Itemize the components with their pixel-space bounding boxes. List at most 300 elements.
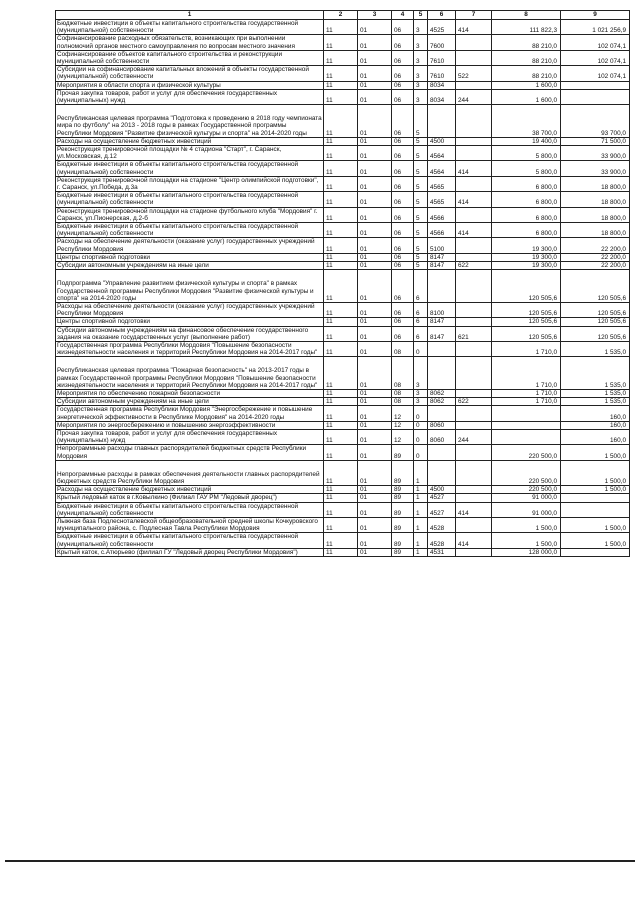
row-value-cell: 5 (414, 161, 428, 176)
row-value-cell (456, 460, 492, 485)
row-value-cell: 3 (414, 81, 428, 89)
table-row (56, 35, 630, 50)
col-header: 5 (414, 11, 428, 20)
row-value-cell: 19 300,0 (492, 238, 561, 253)
row-value-cell: 4566 (428, 207, 456, 222)
row-name-cell: Расходы на осуществление бюджетных инвестиций (56, 486, 324, 494)
row-name-cell: Бюджетные инвестиции в объекты капитального строительства государственной (муниципальной) собственности (56, 20, 324, 35)
row-value-cell (456, 517, 492, 532)
row-name-cell: Софинансирование объектов капитального строительства и реконструкции муниципальной собственности (56, 50, 324, 65)
row-value-cell: 01 (358, 35, 392, 50)
row-value-cell: 0 (414, 341, 428, 356)
row-value-cell: 1 500,0 (561, 533, 630, 548)
row-value-cell: 0 (414, 421, 428, 429)
budget-table (55, 10, 630, 557)
table-row (56, 176, 630, 191)
row-value-cell: 01 (358, 357, 392, 390)
table-row (56, 398, 630, 406)
row-value-cell: 5 (414, 207, 428, 222)
table-row (56, 192, 630, 207)
row-value-cell (456, 406, 492, 421)
row-value-cell: 8147 (428, 318, 456, 326)
row-value-cell: 11 (324, 270, 358, 303)
row-value-cell: 4564 (428, 161, 456, 176)
row-name-cell: Республиканская целевая программа "Пожарная безопасность" на 2013-2017 годы в рамках Государственной программы Республики Мордовия "Повышение безопасности жизнедеятельности населения и территорий Республики Мордовия на 2014-2017 годы" (56, 357, 324, 390)
row-value-cell: 33 900,0 (561, 146, 630, 161)
row-name-cell: Бюджетные инвестиции в объекты капитального строительства государственной (муниципальной) собственности (56, 161, 324, 176)
row-value-cell: 3 (414, 89, 428, 104)
row-value-cell: 01 (358, 20, 392, 35)
row-value-cell: 414 (456, 223, 492, 238)
table-row (56, 223, 630, 238)
row-value-cell (456, 81, 492, 89)
row-value-cell: 18 800,0 (561, 223, 630, 238)
table-row (56, 50, 630, 65)
table-row (56, 429, 630, 444)
row-value-cell (456, 421, 492, 429)
row-value-cell: 102 074,1 (561, 35, 630, 50)
row-value-cell: 11 (324, 146, 358, 161)
row-value-cell: 19 300,0 (492, 253, 561, 261)
row-value-cell (428, 270, 456, 303)
row-value-cell: 88 210,0 (492, 66, 561, 81)
row-value-cell: 89 (392, 494, 414, 502)
row-value-cell: 5 (414, 105, 428, 138)
row-value-cell: 11 (324, 389, 358, 397)
row-name-cell: Непрограммные расходы в рамках обеспечения деятельности главных распорядителей бюджетных средств Республики Мордовия (56, 460, 324, 485)
row-value-cell: 4564 (428, 146, 456, 161)
row-value-cell: 4528 (428, 533, 456, 548)
col-header: 7 (456, 11, 492, 20)
table-row (56, 238, 630, 253)
row-value-cell: 01 (358, 502, 392, 517)
row-value-cell (456, 357, 492, 390)
row-value-cell: 06 (392, 81, 414, 89)
row-value-cell: 3 (414, 66, 428, 81)
row-value-cell (456, 270, 492, 303)
row-value-cell: 160,0 (561, 406, 630, 421)
row-value-cell: 6 (414, 318, 428, 326)
row-value-cell (456, 137, 492, 145)
table-body (56, 20, 630, 557)
row-value-cell: 8147 (428, 253, 456, 261)
table-row (56, 89, 630, 104)
row-value-cell: 5 (414, 262, 428, 270)
row-value-cell: 5 800,0 (492, 146, 561, 161)
row-value-cell: 08 (392, 389, 414, 397)
row-value-cell: 1 535,0 (561, 357, 630, 390)
row-value-cell: 1 535,0 (561, 389, 630, 397)
row-value-cell (456, 445, 492, 460)
row-value-cell: 11 (324, 486, 358, 494)
row-value-cell: 01 (358, 137, 392, 145)
row-value-cell: 01 (358, 429, 392, 444)
row-value-cell: 11 (324, 137, 358, 145)
row-value-cell: 11 (324, 223, 358, 238)
row-value-cell: 1 (414, 494, 428, 502)
row-value-cell: 01 (358, 146, 392, 161)
row-value-cell: 414 (456, 161, 492, 176)
col-header: 2 (324, 11, 358, 20)
row-value-cell: 1 600,0 (492, 81, 561, 89)
row-value-cell: 102 074,1 (561, 66, 630, 81)
row-name-cell: Субсидии на софинансирование капитальных вложений в объекты государственной (муниципальной) собственности (56, 66, 324, 81)
row-value-cell: 414 (456, 20, 492, 35)
row-value-cell: 11 (324, 238, 358, 253)
table-row (56, 460, 630, 485)
row-name-cell: Государственная программа Республики Мордовия "Энергосбережение и повышение энергетической эффективности в Республике Мордовия" на 2014-2020 годы (56, 406, 324, 421)
row-value-cell: 5 (414, 192, 428, 207)
table-row (56, 137, 630, 145)
row-value-cell: 5 (414, 253, 428, 261)
row-value-cell: 11 (324, 192, 358, 207)
row-value-cell: 11 (324, 253, 358, 261)
row-value-cell: 8100 (428, 302, 456, 317)
row-value-cell: 12 (392, 421, 414, 429)
row-value-cell: 11 (324, 357, 358, 390)
row-value-cell: 5100 (428, 238, 456, 253)
row-value-cell: 1 (414, 517, 428, 532)
row-value-cell: 06 (392, 270, 414, 303)
row-value-cell: 6 800,0 (492, 223, 561, 238)
row-value-cell: 01 (358, 81, 392, 89)
row-value-cell: 01 (358, 262, 392, 270)
row-value-cell (561, 502, 630, 517)
row-value-cell: 89 (392, 486, 414, 494)
row-value-cell: 11 (324, 161, 358, 176)
row-value-cell: 22 200,0 (561, 253, 630, 261)
row-value-cell: 621 (456, 326, 492, 341)
table-row (56, 548, 630, 556)
table-row (56, 406, 630, 421)
row-value-cell: 5 (414, 146, 428, 161)
row-value-cell: 06 (392, 89, 414, 104)
row-value-cell (456, 494, 492, 502)
row-value-cell (428, 341, 456, 356)
row-value-cell: 5 (414, 238, 428, 253)
row-value-cell: 18 800,0 (561, 192, 630, 207)
row-value-cell: 06 (392, 326, 414, 341)
row-value-cell: 18 800,0 (561, 207, 630, 222)
header-row (56, 11, 630, 20)
row-value-cell: 01 (358, 223, 392, 238)
row-value-cell: 06 (392, 207, 414, 222)
row-value-cell: 08 (392, 398, 414, 406)
row-value-cell: 11 (324, 262, 358, 270)
row-value-cell: 12 (392, 429, 414, 444)
row-value-cell: 120 505,6 (561, 318, 630, 326)
row-value-cell: 1 710,0 (492, 357, 561, 390)
row-value-cell: 01 (358, 445, 392, 460)
row-value-cell: 11 (324, 494, 358, 502)
row-value-cell: 8060 (428, 421, 456, 429)
row-value-cell: 1 (414, 486, 428, 494)
row-value-cell: 120 505,6 (492, 302, 561, 317)
row-value-cell: 01 (358, 406, 392, 421)
row-name-cell: Бюджетные инвестиции в объекты капитального строительства государственной (муниципальной) собственности (56, 192, 324, 207)
row-value-cell: 5 (414, 223, 428, 238)
row-value-cell: 89 (392, 517, 414, 532)
row-value-cell: 88 210,0 (492, 50, 561, 65)
row-value-cell: 88 210,0 (492, 35, 561, 50)
row-value-cell: 8062 (428, 398, 456, 406)
row-value-cell: 06 (392, 302, 414, 317)
row-value-cell: 1 (414, 460, 428, 485)
row-value-cell: 06 (392, 253, 414, 261)
row-value-cell (456, 302, 492, 317)
bottom-divider (5, 860, 635, 862)
row-name-cell: Крытый каток, с.Атюрьево (филиал ГУ "Ледовый дворец Республики Мордовия") (56, 548, 324, 556)
row-value-cell: 6 800,0 (492, 192, 561, 207)
row-name-cell: Бюджетные инвестиции в объекты капитального строительства государственной (муниципальной) собственности (56, 223, 324, 238)
row-value-cell (456, 207, 492, 222)
row-value-cell: 8060 (428, 429, 456, 444)
row-value-cell: 89 (392, 548, 414, 556)
row-value-cell: 622 (456, 262, 492, 270)
row-value-cell: 11 (324, 207, 358, 222)
row-value-cell: 11 (324, 176, 358, 191)
row-value-cell (492, 406, 561, 421)
row-name-cell: Бюджетные инвестиции в объекты капитального строительства государственной (муниципальной) собственности (56, 502, 324, 517)
row-value-cell: 8034 (428, 81, 456, 89)
row-value-cell: 08 (392, 341, 414, 356)
col-header: 9 (561, 11, 630, 20)
row-value-cell: 01 (358, 50, 392, 65)
col-header: 1 (56, 11, 324, 20)
row-value-cell: 12 (392, 406, 414, 421)
row-value-cell: 160,0 (561, 429, 630, 444)
row-value-cell: 01 (358, 176, 392, 191)
row-value-cell (456, 389, 492, 397)
row-value-cell: 4500 (428, 486, 456, 494)
budget-sheet (55, 10, 629, 557)
row-value-cell: 1 535,0 (561, 341, 630, 356)
row-value-cell: 1 710,0 (492, 398, 561, 406)
row-value-cell: 7610 (428, 66, 456, 81)
row-value-cell: 4527 (428, 494, 456, 502)
row-value-cell: 4565 (428, 176, 456, 191)
table-row (56, 66, 630, 81)
row-value-cell: 1 535,0 (561, 398, 630, 406)
row-name-cell: Расходы на обеспечение деятельности (оказание услуг) государственных учреждений Республики Мордовия (56, 238, 324, 253)
col-header: 6 (428, 11, 456, 20)
row-value-cell: 19 300,0 (492, 262, 561, 270)
row-value-cell (456, 35, 492, 50)
row-name-cell: Крытый ледовый каток в г.Ковылкино (Филиал ГАУ РМ "Ледовый дворец") (56, 494, 324, 502)
row-value-cell (456, 253, 492, 261)
row-value-cell: 01 (358, 302, 392, 317)
row-value-cell: 01 (358, 253, 392, 261)
row-value-cell: 11 (324, 50, 358, 65)
row-value-cell: 06 (392, 35, 414, 50)
row-value-cell (456, 341, 492, 356)
row-value-cell: 6 (414, 270, 428, 303)
row-value-cell: 1 710,0 (492, 341, 561, 356)
row-name-cell: Субсидии автономным учреждениям на иные цели (56, 262, 324, 270)
row-value-cell: 22 200,0 (561, 238, 630, 253)
row-value-cell: 06 (392, 161, 414, 176)
row-value-cell: 89 (392, 460, 414, 485)
row-value-cell: 622 (456, 398, 492, 406)
row-name-cell: Субсидии автономным учреждениям на иные цели (56, 398, 324, 406)
row-value-cell: 11 (324, 81, 358, 89)
row-value-cell: 120 505,6 (492, 326, 561, 341)
row-value-cell: 102 074,1 (561, 50, 630, 65)
table-row (56, 270, 630, 303)
row-value-cell: 4527 (428, 502, 456, 517)
row-value-cell: 01 (358, 66, 392, 81)
table-row (56, 389, 630, 397)
table-row (56, 262, 630, 270)
row-value-cell: 1 500,0 (561, 517, 630, 532)
row-value-cell: 01 (358, 548, 392, 556)
row-value-cell: 01 (358, 341, 392, 356)
row-name-cell: Лыжная база Подлесноталевской общеобразовательной средней школы Кочкуровского муниципального района, с. Подлесная Тавла Республики Мордовия (56, 517, 324, 532)
row-value-cell: 11 (324, 341, 358, 356)
row-value-cell: 01 (358, 207, 392, 222)
row-name-cell: Реконструкция тренировочной площадки № 4 стадиона "Старт", г. Саранск, ул.Московская, д.12 (56, 146, 324, 161)
col-header: 4 (392, 11, 414, 20)
row-value-cell (428, 105, 456, 138)
row-value-cell: 7600 (428, 35, 456, 50)
row-value-cell: 11 (324, 406, 358, 421)
row-value-cell: 06 (392, 66, 414, 81)
row-value-cell: 0 (414, 429, 428, 444)
row-value-cell: 08 (392, 357, 414, 390)
row-value-cell: 01 (358, 486, 392, 494)
row-name-cell: Субсидии автономным учреждениям на финансовое обеспечение государственного задания на оказание государственных услуг (выполнение работ) (56, 326, 324, 341)
table-row (56, 81, 630, 89)
row-value-cell: 11 (324, 20, 358, 35)
row-name-cell: Центры спортивной подготовки (56, 253, 324, 261)
row-value-cell: 01 (358, 270, 392, 303)
row-value-cell: 01 (358, 389, 392, 397)
row-value-cell: 01 (358, 398, 392, 406)
row-value-cell: 06 (392, 262, 414, 270)
row-value-cell (428, 460, 456, 485)
row-name-cell: Мероприятия по энергосбережению и повышению энергоэффективности (56, 421, 324, 429)
row-name-cell: Софинансирование расходных обязательств, возникающих при выполнении полномочий органов местного самоуправления по вопросам местного значения (56, 35, 324, 50)
table-row (56, 253, 630, 261)
row-value-cell: 01 (358, 421, 392, 429)
row-value-cell: 06 (392, 50, 414, 65)
row-name-cell: Реконструкция тренировочной площадки на стадионе футбольного клуба "Мордовия" г. Саранск, ул.Пионерская, д.2-б (56, 207, 324, 222)
row-value-cell: 11 (324, 502, 358, 517)
row-value-cell (456, 105, 492, 138)
row-value-cell: 1 500,0 (561, 460, 630, 485)
table-row (56, 302, 630, 317)
row-value-cell: 3 (414, 357, 428, 390)
row-value-cell: 11 (324, 533, 358, 548)
row-value-cell: 4525 (428, 20, 456, 35)
row-value-cell: 11 (324, 302, 358, 317)
table-row (56, 341, 630, 356)
row-value-cell: 244 (456, 89, 492, 104)
row-value-cell: 0 (414, 445, 428, 460)
table-row (56, 146, 630, 161)
row-value-cell: 06 (392, 176, 414, 191)
col-header: 3 (358, 11, 392, 20)
row-value-cell: 91 000,0 (492, 502, 561, 517)
table-row (56, 20, 630, 35)
row-name-cell: Государственная программа Республики Мордовия "Повышение безопасности жизнедеятельности населения и территорий Республики Мордовия на 2014-2017 годы" (56, 341, 324, 356)
row-name-cell: Республиканская целевая программа "Подготовка к проведению в 2018 году чемпионата мира по футболу" на 2013 - 2018 годы в рамках Государственной программы Республики Мордовия "Развитие физической культуры и спорта" на 2014-2020 годы (56, 105, 324, 138)
row-name-cell: Расходы на обеспечение деятельности (оказание услуг) государственных учреждений Республики Мордовия (56, 302, 324, 317)
row-value-cell: 1 500,0 (492, 533, 561, 548)
row-value-cell (456, 548, 492, 556)
row-value-cell: 1 710,0 (492, 389, 561, 397)
row-value-cell (456, 318, 492, 326)
row-value-cell: 220 500,0 (492, 460, 561, 485)
row-value-cell: 89 (392, 502, 414, 517)
row-value-cell: 120 505,6 (561, 302, 630, 317)
row-value-cell: 6 800,0 (492, 176, 561, 191)
row-value-cell (428, 357, 456, 390)
row-value-cell (456, 486, 492, 494)
table-row (56, 161, 630, 176)
table-row (56, 326, 630, 341)
row-value-cell: 06 (392, 146, 414, 161)
row-name-cell: Мероприятия по обеспечению пожарной безопасности (56, 389, 324, 397)
row-value-cell: 01 (358, 326, 392, 341)
row-value-cell: 38 700,0 (492, 105, 561, 138)
row-value-cell (456, 176, 492, 191)
row-value-cell (561, 81, 630, 89)
row-value-cell: 8062 (428, 389, 456, 397)
table-row (56, 207, 630, 222)
row-value-cell: 11 (324, 326, 358, 341)
table-row (56, 494, 630, 502)
row-value-cell: 06 (392, 318, 414, 326)
row-name-cell: Подпрограмма "Управление развитием физической культуры и спорта" в рамках Государственной программы Республики Мордовия "Развитие физической культуры и спорта" на 2014-2020 годы (56, 270, 324, 303)
row-value-cell: 3 (414, 50, 428, 65)
row-name-cell: Центры спортивной подготовки (56, 318, 324, 326)
row-value-cell: 89 (392, 445, 414, 460)
row-value-cell: 11 (324, 398, 358, 406)
row-value-cell (428, 406, 456, 421)
row-value-cell: 4500 (428, 137, 456, 145)
table-row (56, 357, 630, 390)
row-value-cell: 89 (392, 533, 414, 548)
row-value-cell: 6 800,0 (492, 207, 561, 222)
row-value-cell: 414 (456, 502, 492, 517)
row-value-cell: 5 (414, 176, 428, 191)
col-header: 8 (492, 11, 561, 20)
row-value-cell: 1 500,0 (561, 445, 630, 460)
row-value-cell: 0 (414, 406, 428, 421)
row-value-cell: 8147 (428, 262, 456, 270)
row-value-cell (456, 238, 492, 253)
table-row (56, 421, 630, 429)
row-value-cell: 8147 (428, 326, 456, 341)
table-row (56, 318, 630, 326)
row-value-cell: 120 505,6 (561, 270, 630, 303)
row-value-cell: 01 (358, 105, 392, 138)
row-value-cell: 160,0 (561, 421, 630, 429)
row-name-cell: Бюджетные инвестиции в объекты капитального строительства государственной (муниципальной) собственности (56, 533, 324, 548)
row-value-cell: 220 500,0 (492, 486, 561, 494)
row-value-cell: 01 (358, 318, 392, 326)
row-value-cell: 11 (324, 548, 358, 556)
row-value-cell: 414 (456, 192, 492, 207)
row-value-cell: 120 505,6 (492, 318, 561, 326)
row-value-cell: 5 800,0 (492, 161, 561, 176)
row-value-cell: 522 (456, 66, 492, 81)
table-row (56, 502, 630, 517)
row-value-cell: 06 (392, 223, 414, 238)
row-value-cell: 06 (392, 105, 414, 138)
row-value-cell (456, 50, 492, 65)
